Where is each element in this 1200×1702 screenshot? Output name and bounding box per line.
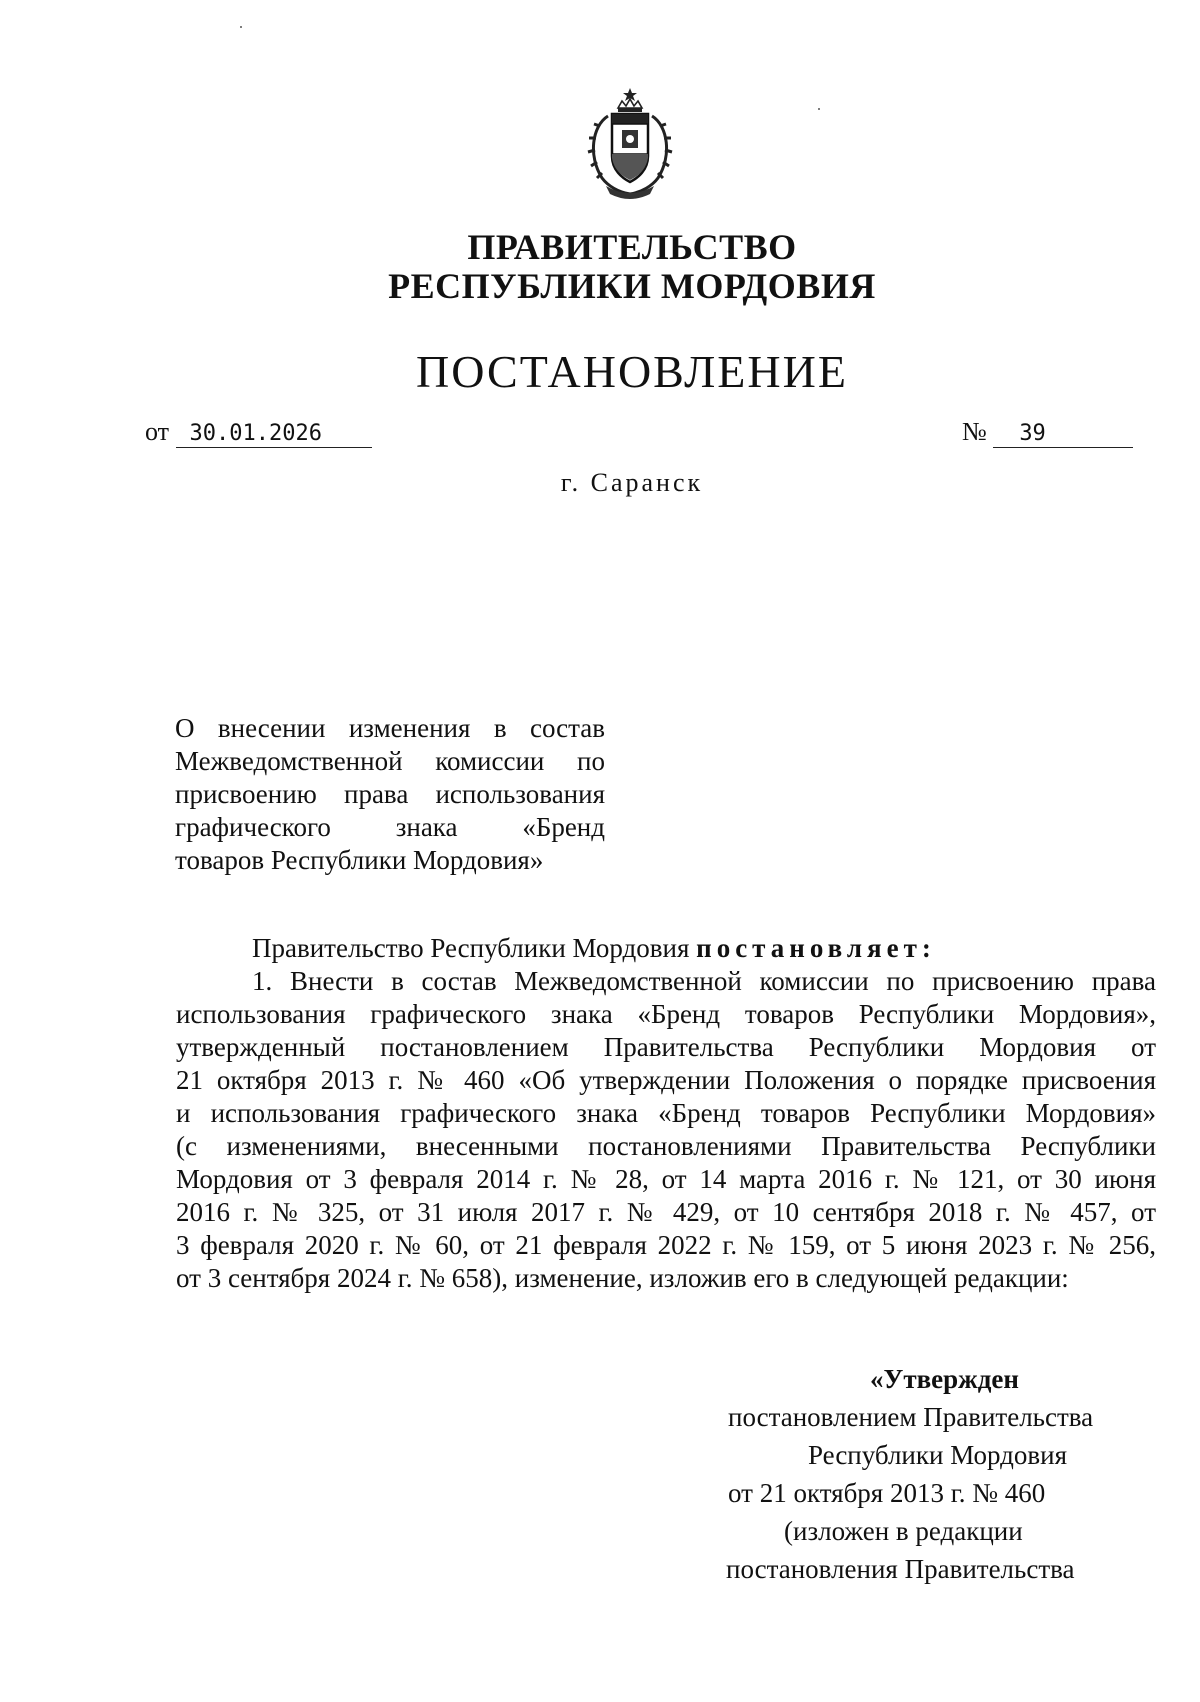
subject-line: Межведомственной комиссии по xyxy=(175,746,605,776)
body-line: Мордовия от 3 февраля 2014 г. № 28, от 14 марта 2016 г. № 121, от 30 июня xyxy=(176,1164,1156,1194)
approval-line: «Утвержден xyxy=(870,1364,1019,1394)
body-line: утвержденный постановлением Правительства Республики Мордовия от xyxy=(176,1032,1156,1062)
body-line: использования графического знака «Бренд товаров Республики Мордовия», xyxy=(176,999,1156,1029)
date-prefix: от xyxy=(145,417,170,446)
intro-lead: Правительство Республики Мордовия xyxy=(252,933,697,963)
body-line: 1. Внести в состав Межведомственной комиссии по присвоению права xyxy=(252,966,1156,996)
approval-line: (изложен в редакции xyxy=(784,1516,1023,1546)
approval-line: постановления Правительства xyxy=(726,1554,1075,1584)
scan-speck xyxy=(240,26,242,28)
document-date: 30.01.2026 xyxy=(176,421,372,448)
body-line: (с изменениями, внесенными постановлениями Правительства Республики xyxy=(176,1131,1156,1161)
number-prefix: № xyxy=(962,417,987,446)
document-number: 39 xyxy=(993,421,1133,448)
number-row xyxy=(962,417,1133,448)
scan-speck xyxy=(818,108,820,110)
body-line: 21 октября 2013 г. № 460 «Об утверждении Положения о порядке присвоения xyxy=(176,1065,1156,1095)
approval-line: Республики Мордовия xyxy=(808,1440,1068,1470)
intro-colon: : xyxy=(921,933,936,963)
document-subject xyxy=(175,712,605,877)
coat-of-arms-icon xyxy=(578,86,682,204)
body-line: и использования графического знака «Бренд товаров Республики Мордовия» xyxy=(176,1098,1156,1128)
subject-line: присвоению права использования xyxy=(175,779,605,809)
subject-line: товаров Республики Мордовия» xyxy=(175,845,544,875)
approval-stamp-text xyxy=(700,1360,1170,1588)
approval-line: от 21 октября 2013 г. № 460 xyxy=(728,1478,1046,1508)
document-type: ПОСТАНОВЛЕНИЕ xyxy=(416,346,848,397)
organization-name-line2: РЕСПУБЛИКИ МОРДОВИЯ xyxy=(388,266,876,306)
body-intro xyxy=(176,932,1156,965)
subject-line: О внесении изменения в состав xyxy=(175,713,605,743)
city: г. Саранск xyxy=(560,468,704,497)
approval-line: постановлением Правительства xyxy=(728,1402,1094,1432)
organization-name-line1: ПРАВИТЕЛЬСТВО xyxy=(467,227,797,267)
document-body xyxy=(176,932,1156,1295)
date-row xyxy=(145,417,372,448)
intro-verb: постановляет xyxy=(696,933,922,963)
body-line: 3 февраля 2020 г. № 60, от 21 февраля 2022 г. № 159, от 5 июня 2023 г. № 256, xyxy=(176,1230,1156,1260)
subject-line: графического знака «Бренд xyxy=(175,812,605,842)
body-line: 2016 г. № 325, от 31 июля 2017 г. № 429, от 10 сентября 2018 г. № 457, от xyxy=(176,1197,1156,1227)
body-line: от 3 сентября 2024 г. № 658), изменение, изложив его в следующей редакции: xyxy=(176,1263,1069,1293)
